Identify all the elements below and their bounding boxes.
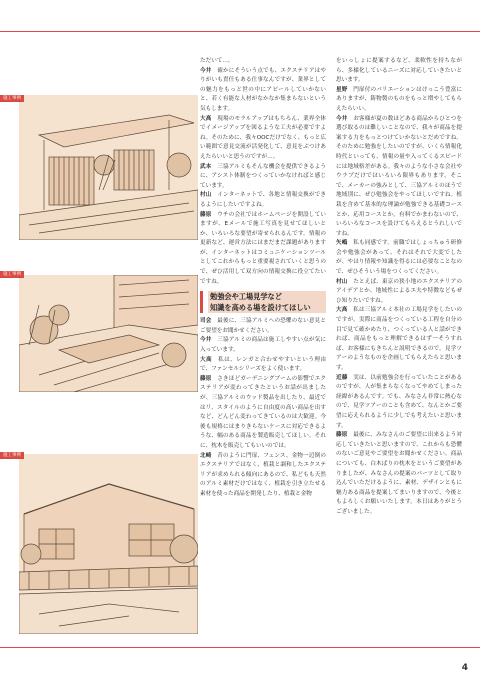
paragraph: 星野 門扉付のバリエーションはけっこう豊富にありますが、鋳物製のものをもっと増やしてもらえたらいい。: [336, 86, 462, 112]
bottom-rule: [0, 647, 480, 648]
paragraph: 大高 現場のモラルアップはもちろん、業界全体でイメージアップを図るような工夫が必要ですよね。そのために、我々OOCだけでなく、もっと広い範囲で意見交流が活発化して、意見をぶつけあえたらいいと思うのですが…。: [200, 115, 326, 160]
paragraph: ただいて…。: [200, 58, 234, 64]
paragraph: 村山 インターネットで、各地と情報交換ができるようにしたいですよね。: [200, 192, 326, 208]
paragraph: 藤原 さきほどガーデニングブームの影響でエクステリアが変わってきたというお話が出ましたが、三協アルミのウッド製品を出したり、最近ではリ、スタイルのように自由度の高い商品を出すなど、どんどん変わってきているのは大歓迎。今後も規格にはまりきらないケースに対応できるような、幅のある商品を製造販売してほしい。それに、枕木を販売してもいいのでは。: [200, 375, 326, 449]
illustration-gate: [19, 95, 198, 240]
figure-badge: 施工事例: [0, 95, 24, 102]
paragraph: 藤原 ウチの会社ではホームページを開設していますが、Eメールで施工写真を見せてほしいとか、いろいろな要望が寄せられるんです。情報の更新など、運営方法にはまだまだ課題がありますが、インターネットはコミュニケーションツールとしてこれからもっと重要視されていくと思うので、ぜひ活用して双方向の情報交換に役立てたいですね。: [200, 211, 326, 285]
paragraph: 北崎 昔のように門扉、フェンス、金物一辺倒のエクステリアではなく、植栽と調和したエクステリアが求められる傾向にあるので、私どもも天然のアルミ素材だけではなく、植栽を引き立たせる素材を使った商品を開発したり、植栽と金物: [200, 452, 326, 497]
illustration-house-front: [19, 454, 198, 634]
text-column-1: [200, 57, 326, 500]
paragraph: をいっしょに提案するなど、柔軟性を持ちながら、多様化しているニーズに対応していきたいと思います。: [336, 58, 462, 84]
section-heading: 勉強会や工場見学など 知識を高める場を設けてほしい: [200, 291, 326, 313]
paragraph: 司会 最後に、三協アルミへの恐懼のない意見とご要望をお聞かせください。: [200, 318, 326, 334]
page-number: 4: [461, 663, 468, 673]
figure-badge: 施工事例: [0, 452, 24, 459]
paragraph: 今井 お客様が夏の数ほどある商品からひとつを選び取るのは難しいことなので、我々が商品を提案する力をもっとつけていかないとだめですね。そのために勉強をしたいのですが、いくら情報化時代といっても、情報の量や入ってくるスピードには地域格差がある。我々のような小さな会社やウラブだけではいろいろ限界もあります。そこで、メーカーの強みとして、三協アルミのほうで地域別に、ぜひ勉強会をやってほしいですね。植栽を含めて基本的な理論が勉強できる基礎コースとか、応用コースとか。有料でかまわないので、いろいろなコースを設けてもらえるとうれしいですね。: [336, 115, 462, 237]
paragraph: 今井 三協アルミの商品は施工しやすい点が気に入っています。: [200, 337, 326, 354]
paragraph: 藤原 最後に、みなさんのご要望に出来るよう対応していきたいと思いますので、これからも恐懼のないご意見やご要望をお聞かせください。商品についても、白木ばりの枕木をというご要望がありましたが、みなさんの提案のパーツとして取り込んでいただけるように、素材、デザインともに魅力ある商品を提案してまいりますので、今後ともよろしくお願いいたします。本日はありがとうございました。: [336, 432, 462, 515]
figure-badge: 施工事例: [0, 271, 24, 278]
paragraph: 矢嶋 私も同感です。前職ではしょっちゅう研修会や勉強会があって、それはそれで大変でしたが、やはり情報や知識を得るには必要なことなので、ぜひそういう場をつくってください。: [336, 240, 462, 276]
paragraph: 近藤 実は、以前勉強会を行っていたことがあるのですが、人が集まらなくなってやめてしまった経緯があるんです。でも、みなさん非常に熱心なので、見学ツアーのことも含めて、なんとかご要望に応えられるように少しでも考えたいと思います。: [336, 374, 462, 429]
paragraph: 村山 たとえば、東京の狭小地のエクステリアのアイデアとか、地域性によるエ夫や特徴などもぜひ知りたいですね。: [336, 278, 462, 304]
paragraph: 大高 私は三協アルミ本社の工場見学をしたいのですが。実際に商品をつくっている工程を自分の目で見て確かめたり、つくっている人と話ができれば、商品をもっと理解できるはず一そうすれば、お客様にもきちんと説明できるので。見学ツアーのようなものを企画してもらえたらと思います。: [336, 307, 462, 371]
paragraph: 武本 三協アルミもそんな機会を提供できるように、アシスト体制をつくっていかなければと感じています。: [200, 163, 326, 189]
top-rule: [0, 31, 480, 32]
paragraph: 今井 確かにそういう点でも、エクステリアはやりがいも責任もある仕事なんですが、業界としての魅力をもっと世の中にアピールしていかないと、若く有能な人材がなかなか集まらないという気もします。: [200, 67, 326, 112]
paragraph: 大高 私は、レンガと合わせやすいという理由で、ファンセルシリーズをよく使います。: [200, 356, 326, 373]
text-column-2: [336, 57, 462, 518]
illustration-garden: [19, 275, 198, 392]
